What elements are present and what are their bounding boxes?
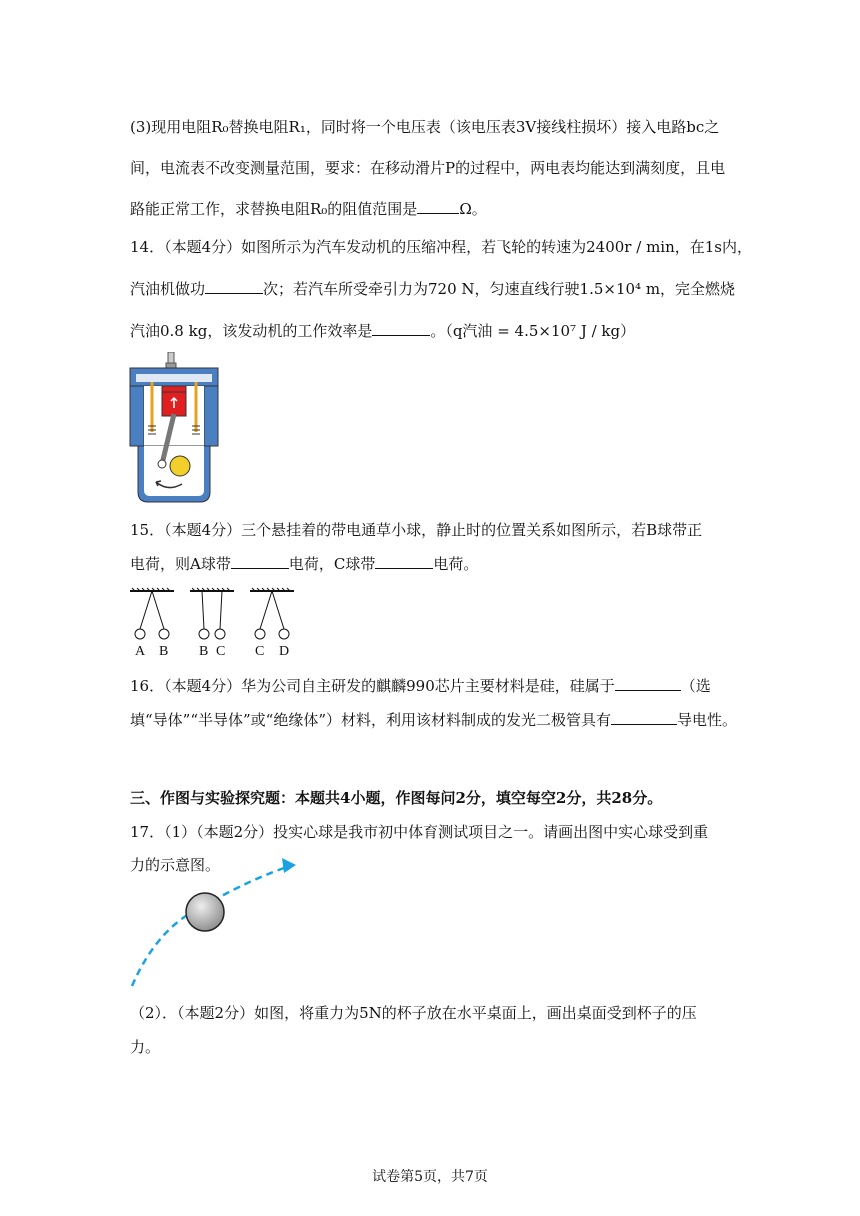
ball-label: A — [135, 644, 146, 659]
ball-label: D — [279, 644, 290, 659]
q15-line2-text: 电荷，则A球带 — [130, 555, 231, 573]
q16-line1-text: 16．（本题4分）华为公司自主研发的麒麟990芯片主要材料是硅，硅属于 — [130, 677, 615, 695]
answer-blank[interactable] — [615, 675, 681, 691]
q16-line1 — [130, 675, 711, 696]
q15-line2-text: 电荷，C球带 — [288, 555, 376, 573]
q17-part2-line2: 力。 — [130, 1038, 161, 1056]
ball-label: C — [255, 644, 265, 659]
q14-line2-rest: 次；若汽车所受牵引力为720 N，匀速直线行驶1.5×10⁴ m，完全燃烧 — [263, 280, 736, 298]
q15-line1: 15．（本题4分）三个悬挂着的带电通草小球，静止时的位置关系如图所示，若B球带正 — [130, 521, 703, 539]
engine-diagram — [128, 352, 220, 504]
q14-line1: 14．（本题4分）如图所示为汽车发动机的压缩冲程，若飞轮的转速为2400r / min，在1s内， — [130, 238, 752, 256]
answer-blank[interactable] — [375, 553, 433, 569]
q13-line3-text: 路能正常工作，求替换电阻R₀的阻值范围是 — [130, 200, 418, 218]
q17-line2: 力的示意图。 — [130, 856, 221, 874]
q13-unit: Ω。 — [459, 200, 487, 218]
ball-label: C — [216, 644, 226, 659]
q17-line1: 17．（1）（本题2分）投实心球是我市初中体育测试项目之一。请画出图中实心球受到重 — [130, 823, 709, 841]
q13-line1: (3)现用电阻R₀替换电阻R₁，同时将一个电压表（该电压表3V接线柱损坏）接入电路bc之 — [130, 118, 720, 136]
section-heading: 三、作图与实验探究题：本题共4小题，作图每问2分，填空每空2分，共28分。 — [130, 789, 663, 807]
q14-line3-text: 汽油0.8 kg，该发动机的工作效率是 — [130, 322, 373, 340]
q13-line3 — [130, 198, 487, 219]
q15-line2 — [130, 553, 478, 574]
q16-line2-rest: 导电性。 — [677, 711, 738, 729]
q16-line2 — [130, 709, 737, 730]
q16-line2-text: 填“导体”“半导体”或“绝缘体”）材料，利用该材料制成的发光二极管具有 — [130, 711, 612, 729]
q16-line1-rest: （选 — [680, 677, 711, 695]
answer-blank[interactable] — [417, 198, 459, 214]
answer-blank[interactable] — [231, 553, 289, 569]
q14-line3 — [130, 320, 635, 341]
q17-part2-line1: （2）．（本题2分）如图，将重力为5N的杯子放在水平桌面上，画出桌面受到杯子的压 — [130, 1004, 697, 1022]
page-footer: 试卷第5页，共7页 — [372, 1169, 488, 1185]
q13-line2: 间，电流表不改变测量范围，要求：在移动滑片P的过程中，两电表均能达到满刻度，且电 — [130, 159, 726, 177]
ball-label: B — [159, 644, 169, 659]
ball-label: B — [199, 644, 209, 659]
ball-trajectory-diagram — [128, 856, 303, 991]
q14-line3-rest: 。（q汽油 = 4.5×10⁷ J / kg） — [430, 322, 636, 340]
answer-blank[interactable] — [205, 278, 263, 294]
q14-line2 — [130, 278, 735, 299]
q15-line2-text: 电荷。 — [433, 555, 479, 573]
hanging-balls-diagram — [128, 585, 308, 660]
shot-put-ball — [186, 893, 224, 931]
answer-blank[interactable] — [611, 709, 677, 725]
answer-blank[interactable] — [372, 320, 430, 336]
q14-line2-text: 汽油机做功 — [130, 280, 206, 298]
